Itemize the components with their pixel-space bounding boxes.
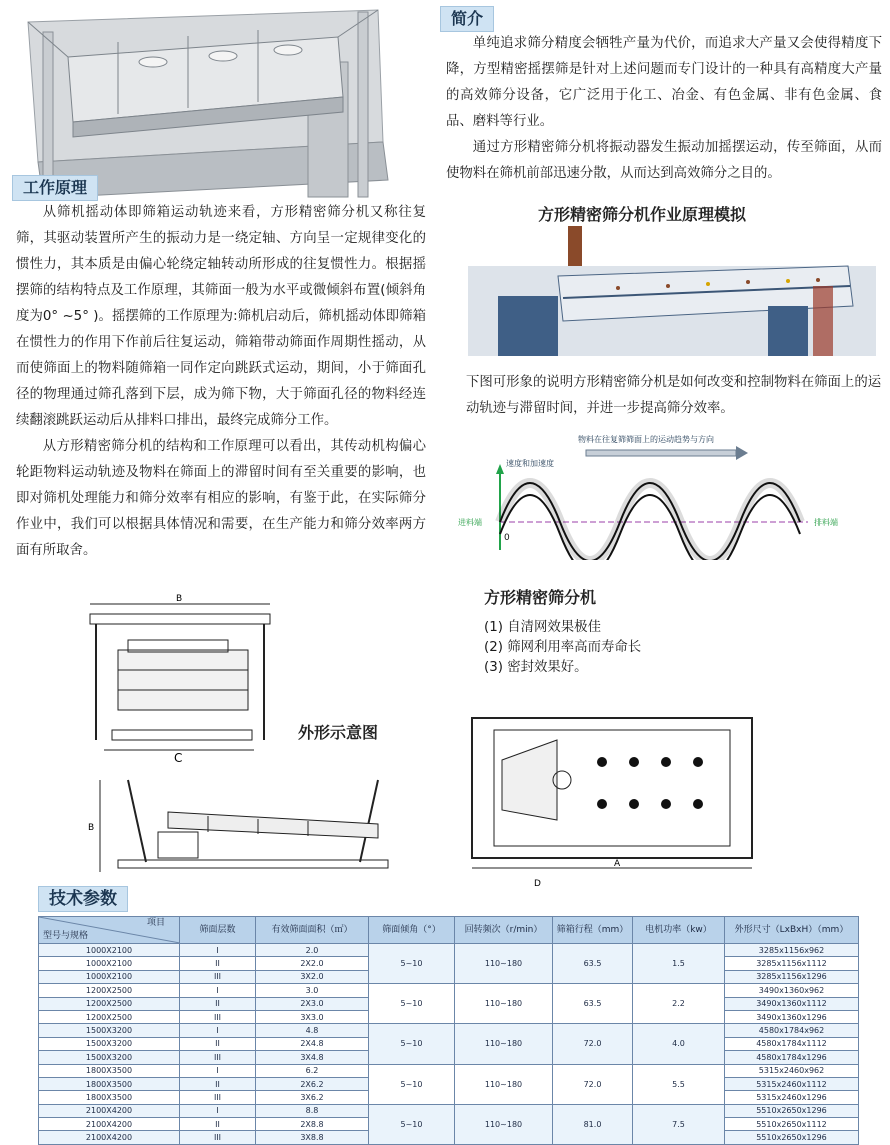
header-model: 型号与规格 xyxy=(43,931,89,941)
table-cell: I xyxy=(180,1064,256,1077)
table-cell: 1000X2100 xyxy=(39,957,180,970)
col-header: 外形尺寸（LxBxH）（mm） xyxy=(725,917,859,944)
table-cell: 1000X2100 xyxy=(39,944,180,957)
table-cell: 110~180 xyxy=(455,1024,553,1064)
table-cell: 1200X2500 xyxy=(39,1010,180,1023)
table-cell: 3.0 xyxy=(256,984,369,997)
table-cell: 2X8.8 xyxy=(256,1118,369,1131)
table-cell: 72.0 xyxy=(553,1024,633,1064)
table-cell: 5510x2650x1296 xyxy=(725,1131,859,1144)
table-cell: 1800X3500 xyxy=(39,1091,180,1104)
table-cell: 110~180 xyxy=(455,1104,553,1144)
table-cell: 5~10 xyxy=(369,1104,455,1144)
table-cell: 1200X2500 xyxy=(39,984,180,997)
wave-top-label: 物料在往复筛筛面上的运动趋势与方向 xyxy=(578,435,714,444)
intro-text xyxy=(446,31,882,187)
table-cell: 2100X4200 xyxy=(39,1104,180,1117)
wave-origin: 0 xyxy=(504,533,510,543)
table-cell: 3490x1360x1296 xyxy=(725,1010,859,1023)
header-item: 项目 xyxy=(146,918,165,928)
table-cell: 3X6.2 xyxy=(256,1091,369,1104)
table-cell: I xyxy=(180,984,256,997)
table-cell: 81.0 xyxy=(553,1104,633,1144)
intro-label: 简介 xyxy=(440,6,494,32)
table-cell: I xyxy=(180,944,256,957)
table-cell: 3X2.0 xyxy=(256,970,369,983)
spec-table-body xyxy=(39,944,859,1145)
features-title: 方形精密筛分机 xyxy=(484,588,597,607)
dim-c-label: C xyxy=(174,751,183,765)
front-view-drawing xyxy=(82,590,278,765)
table-cell: 1.5 xyxy=(633,944,725,984)
table-row xyxy=(39,1064,859,1077)
table-cell: III xyxy=(180,1051,256,1064)
table-cell: 2.0 xyxy=(256,944,369,957)
table-cell: 1500X3200 xyxy=(39,1024,180,1037)
table-cell: 3X4.8 xyxy=(256,1051,369,1064)
table-cell: 5315x2460x1112 xyxy=(725,1077,859,1090)
table-cell: 5~10 xyxy=(369,1024,455,1064)
wave-left-label: 进料端 xyxy=(458,518,482,527)
col-header: 筛面层数 xyxy=(180,917,256,944)
table-cell: I xyxy=(180,1104,256,1117)
table-cell: 110~180 xyxy=(455,1064,553,1104)
table-cell: 3285x1156x1112 xyxy=(725,957,859,970)
table-cell: 3285x1156x962 xyxy=(725,944,859,957)
dim-d-label: D xyxy=(534,879,541,889)
feature-item: (1) 自清网效果极佳 xyxy=(484,620,601,635)
side-view-drawing xyxy=(88,772,406,880)
table-cell: 3490x1360x1112 xyxy=(725,997,859,1010)
table-cell: 5315x2460x962 xyxy=(725,1064,859,1077)
table-cell: 3285x1156x1296 xyxy=(725,970,859,983)
table-cell: 1500X3200 xyxy=(39,1051,180,1064)
dim-h-label: B xyxy=(88,823,95,833)
table-cell: III xyxy=(180,1010,256,1023)
table-cell: 63.5 xyxy=(553,984,633,1024)
table-cell: 5~10 xyxy=(369,984,455,1024)
intro-paragraph-2: 通过方形精密筛分机将振动器发生振动加摇摆运动，传至筛面，从而使物料在筛机前部迅速分散，从而达到高效筛分之目的。 xyxy=(446,140,882,181)
table-cell: 2100X4200 xyxy=(39,1118,180,1131)
table-cell: 3490x1360x962 xyxy=(725,984,859,997)
simulation-description xyxy=(466,370,882,422)
table-cell: 5510x2650x1112 xyxy=(725,1118,859,1131)
col-header: 筛面倾角（°） xyxy=(369,917,455,944)
table-cell: 2X2.0 xyxy=(256,957,369,970)
top-view-drawing xyxy=(462,700,762,890)
intro-paragraph-1: 单纯追求筛分精度会牺牲产量为代价，而追求大产量又会使得精度下降，方型精密摇摆筛是针对上述问题而专门设计的一种具有高精度大产量的高效筛分设备，它广泛用于化工、冶金、有色金属、非有色金属、食品、磨料等行业。 xyxy=(446,36,882,129)
table-row xyxy=(39,984,859,997)
table-cell: 4580x1784x1112 xyxy=(725,1037,859,1050)
wave-right-label: 排料端 xyxy=(814,518,838,527)
table-cell: II xyxy=(180,957,256,970)
table-cell: III xyxy=(180,970,256,983)
feature-item: (3) 密封效果好。 xyxy=(484,660,588,675)
table-row xyxy=(39,944,859,957)
table-cell: 1000X2100 xyxy=(39,970,180,983)
principle-paragraph-2: 从方形精密筛分机的结构和工作原理可以看出，其传动机构偏心轮距物料运动轨迹及物料在筛面上的滞留时间有至关重要的影响，也即对筛机处理能力和筛分效率有相应的影响，有鉴于此，在实际筛分作业中，我们可以根据具体情况和需要，在生产能力和筛分效率两方面有所取舍。 xyxy=(16,439,426,558)
table-cell: 5~10 xyxy=(369,1064,455,1104)
table-cell: 63.5 xyxy=(553,944,633,984)
table-cell: 1800X3500 xyxy=(39,1064,180,1077)
col-header: 回转频次（r/min） xyxy=(455,917,553,944)
table-cell: II xyxy=(180,1077,256,1090)
table-cell: 2100X4200 xyxy=(39,1131,180,1144)
table-row xyxy=(39,1024,859,1037)
simulation-title: 方形精密筛分机作业原理模拟 xyxy=(538,205,747,224)
table-cell: 2X6.2 xyxy=(256,1077,369,1090)
table-cell: 3X3.0 xyxy=(256,1010,369,1023)
feature-item: (2) 筛网利用率高而寿命长 xyxy=(484,640,642,655)
table-cell: 2X4.8 xyxy=(256,1037,369,1050)
table-cell: I xyxy=(180,1024,256,1037)
machine-photo xyxy=(8,2,398,200)
table-cell: 4.0 xyxy=(633,1024,725,1064)
spec-table xyxy=(38,916,859,1145)
table-cell: 7.5 xyxy=(633,1104,725,1144)
dim-b-label: B xyxy=(176,594,183,604)
col-header: 电机功率（kw） xyxy=(633,917,725,944)
table-row xyxy=(39,1104,859,1117)
table-cell: II xyxy=(180,997,256,1010)
table-cell: 5~10 xyxy=(369,944,455,984)
wave-y-label: 速度和加速度 xyxy=(506,459,554,468)
table-cell: 2.2 xyxy=(633,984,725,1024)
outline-caption: 外形示意图 xyxy=(298,723,379,742)
table-cell: 110~180 xyxy=(455,944,553,984)
motion-wave-diagram xyxy=(458,430,858,560)
table-cell: II xyxy=(180,1037,256,1050)
principle-text xyxy=(16,200,426,564)
features-list xyxy=(484,618,641,678)
table-cell: 8.8 xyxy=(256,1104,369,1117)
dim-a-label: A xyxy=(614,859,621,869)
table-cell: 1200X2500 xyxy=(39,997,180,1010)
table-cell: 1500X3200 xyxy=(39,1037,180,1050)
table-cell: 5315x2460x1296 xyxy=(725,1091,859,1104)
spec-label: 技术参数 xyxy=(38,886,128,912)
simulation-diagram xyxy=(468,226,876,362)
col-header: 筛箱行程（mm） xyxy=(553,917,633,944)
table-cell: 6.2 xyxy=(256,1064,369,1077)
table-cell: 4.8 xyxy=(256,1024,369,1037)
col-header: 有效筛面面积（㎡） xyxy=(256,917,369,944)
table-cell: III xyxy=(180,1131,256,1144)
table-cell: 110~180 xyxy=(455,984,553,1024)
table-cell: II xyxy=(180,1118,256,1131)
table-cell: 5510x2650x1296 xyxy=(725,1104,859,1117)
principle-label: 工作原理 xyxy=(12,175,98,201)
table-cell: 1800X3500 xyxy=(39,1077,180,1090)
table-cell: 2X3.0 xyxy=(256,997,369,1010)
spec-table-wrap xyxy=(38,916,859,1145)
table-cell: 4580x1784x1296 xyxy=(725,1051,859,1064)
header-model-item xyxy=(39,917,180,944)
table-cell: 3X8.8 xyxy=(256,1131,369,1144)
table-cell: 72.0 xyxy=(553,1064,633,1104)
table-cell: III xyxy=(180,1091,256,1104)
simulation-desc: 下图可形象的说明方形精密筛分机是如何改变和控制物料在筛面上的运动轨迹与滞留时间，并进一步提高筛分效率。 xyxy=(466,375,882,416)
table-cell: 5.5 xyxy=(633,1064,725,1104)
principle-paragraph-1: 从筛机摇动体即筛箱运动轨迹来看，方形精密筛分机又称往复筛，其驱动装置所产生的振动力是一绕定轴、方向呈一定规律变化的惯性力，其本质是由偏心轮绕定轴转动所形成的往复惯性力。根据摇摆筛的结构特点及工作原理，其筛面一般为水平或微倾斜布置(倾斜角度为0° ~5° )。摇摆筛的工作原理为:筛机启动后，筛机摇动体即筛箱在惯性力的作用下作前后往复运动，筛箱带动筛面作周期性摇动，从而使筛面上的物料随筛箱一同作定向跳跃式运动，期间，小于筛面孔径的物理通过筛孔落到下层，成为筛下物，大于筛面孔径的物料经连续翻滚跳跃运动后从排料口排出，最终完成筛分工作。 xyxy=(16,205,426,428)
table-cell: 4580x1784x962 xyxy=(725,1024,859,1037)
